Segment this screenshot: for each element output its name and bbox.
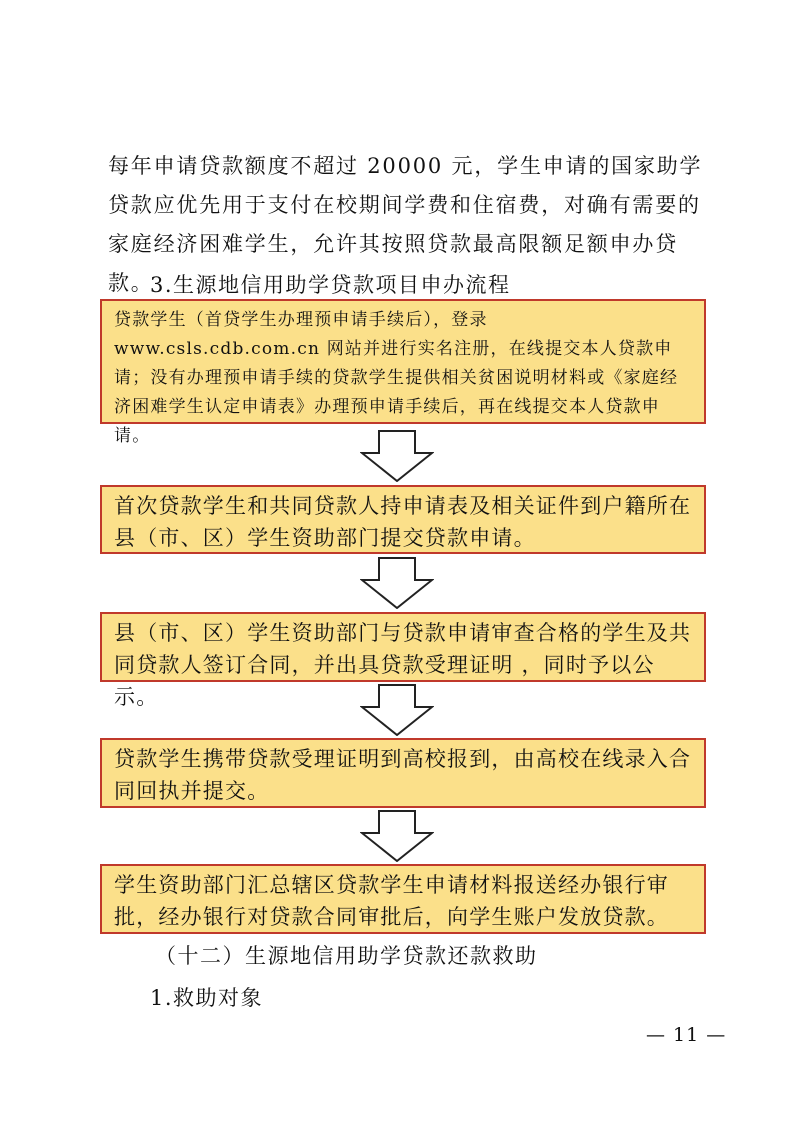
flow-step-text: 贷款学生携带贷款受理证明到高校报到，由高校在线录入合同回执并提交。 xyxy=(114,747,692,803)
down-arrow-icon xyxy=(360,430,434,482)
flow-step-box xyxy=(100,299,706,446)
flow-step-text: 学生资助部门汇总辖区贷款学生申请材料报送经办银行审批，经办银行对贷款合同审批后，向学生账户发放贷款。 xyxy=(114,873,669,929)
flow-step-box xyxy=(100,738,706,808)
section-heading: 3.生源地信用助学贷款项目申办流程 xyxy=(150,273,511,297)
flow-step-text: 首次贷款学生和共同贷款人持申请表及相关证件到户籍所在县（市、区）学生资助部门提交贷款申请。 xyxy=(114,494,692,550)
flow-step-box xyxy=(100,864,706,934)
flow-step-box xyxy=(100,612,706,709)
page-number: — 11 — xyxy=(646,1024,727,1046)
intro-paragraph: 每年申请贷款额度不超过 20000 元，学生申请的国家助学贷款应优先用于支付在校期间学费和住宿费，对确有需要的家庭经济困难学生，允许其按照贷款最高限额足额申办贷款。 xyxy=(108,154,703,295)
subsection-heading: （十二）生源地信用助学贷款还款救助 xyxy=(155,944,538,968)
flow-step-text: 贷款学生（首贷学生办理预申请手续后），登录 www.csls.cdb.com.cn 网站并进行实名注册，在线提交本人贷款申请；没有办理预申请手续的贷款学生提供相关贫困说明材料或《家庭经济困难学生认定申请表》办理预申请手续后，再在线提交本人贷款申请。 xyxy=(114,310,679,446)
flow-step-text: 县（市、区）学生资助部门与贷款申请审查合格的学生及共同贷款人签订合同，并出具贷款受理证明 ，同时予以公示。 xyxy=(114,621,692,709)
flow-step-box xyxy=(100,485,706,554)
item-heading: 1.救助对象 xyxy=(150,986,264,1010)
down-arrow-icon xyxy=(360,810,434,862)
down-arrow-icon xyxy=(360,684,434,736)
down-arrow-icon xyxy=(360,557,434,609)
